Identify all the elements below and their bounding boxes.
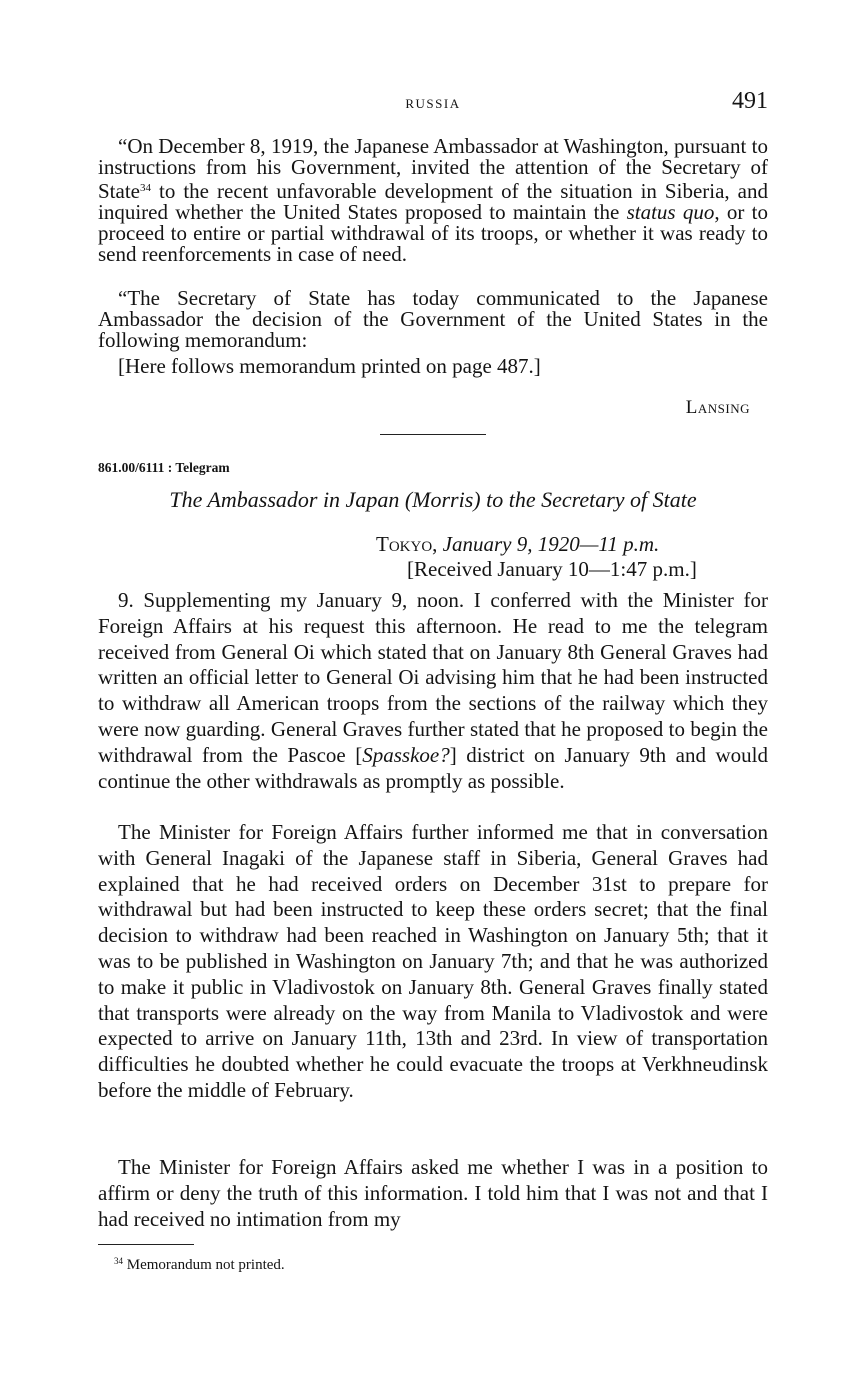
body-p1-text-b: ] district on January 9th and would continue the other withdrawals as promptly as possible. [98,742,768,793]
quote-p1-text-b: to the recent unfavorable development of the situation in Siberia, and inquired whether the United States proposed to maintain the [98,179,768,224]
dateline-place: Tokyo [376,532,433,556]
running-head-title: RUSSIA [405,96,461,111]
page-number: 491 [732,88,768,114]
quote-paragraph-1 [98,136,768,265]
quote-p2-text: “The Secretary of State has today communicated to the Japanese Ambassador the decision of the Government of the United States in the following memorandum: [98,286,768,352]
body-paragraph-1 [98,588,768,794]
quote-p1-text-c: , or to proceed to entire or partial withdrawal of its troops, or whether it was ready to send reenforcements in case of need. [98,200,769,266]
footnote-ref: 34 [140,182,151,194]
body-p1-italic: Spasskoe? [362,742,450,767]
body-p3-text: The Minister for Foreign Affairs asked me whether I was in a position to affirm or deny the truth of this information. I told him that I was not and that I had received no intimation from my [98,1155,768,1231]
quote-paragraph-3: [Here follows memorandum printed on page 487.] [118,354,541,378]
section-divider [380,434,486,435]
footnote-rule [98,1244,194,1245]
document-page [98,0,768,1380]
quote-p1-text-a: “On December 8, 1919, the Japanese Ambassador at Washington, pursuant to instructions from his Government, invited the attention of the Secretary of State [98,134,768,203]
document-heading: The Ambassador in Japan (Morris) to the Secretary of State [169,487,697,512]
signature: Lansing [685,397,750,418]
quote-paragraph-2 [98,288,768,351]
footnote-marker: 34 [114,1256,123,1266]
quote-p1-italic: status quo [626,200,715,224]
dateline-date: January 9, 1920—11 p.m. [442,532,660,556]
body-p1-text-a: 9. Supplementing my January 9, noon. I conferred with the Minister for Foreign Affairs at his request this afternoon. He read to me the telegram received from General Oi which stated that on January 8th General Graves had written an official letter to General Oi advising him that he had been instructed to withdraw all American troops from the sections of the railway which they were now guarding. General Graves further stated that he proposed to begin the withdrawal from the Pascoe [ [98,588,768,767]
body-paragraph-3 [98,1155,768,1232]
footnote-text: Memorandum not printed. [126,1257,285,1273]
footnote [114,1256,285,1274]
running-head [98,88,768,120]
dateline: Tokyo, January 9, 1920—11 p.m. [376,532,660,556]
file-reference: 861.00/6111 : Telegram [98,460,230,475]
received-line: [Received January 10—1:47 p.m.] [407,557,697,581]
body-paragraph-2 [98,820,768,1104]
body-p2-text: The Minister for Foreign Affairs further informed me that in conversation with General Inagaki of the Japanese staff in Siberia, General Graves had explained that he had received orders on December 31st to prepare for withdrawal but had been instructed to keep these orders secret; that the final decision to withdraw had been reached in Washington on January 5th; that it was to be published in Washington on January 7th; and that he was authorized to make it public in Vladivostok on January 8th. General Graves finally stated that transports were already on the way from Manila to Vladivostok and were expected to arrive on January 11th, 13th and 23rd. In view of transportation difficulties he doubted whether he could evacuate the troops at Verkhneudinsk before the middle of February. [98,820,768,1102]
